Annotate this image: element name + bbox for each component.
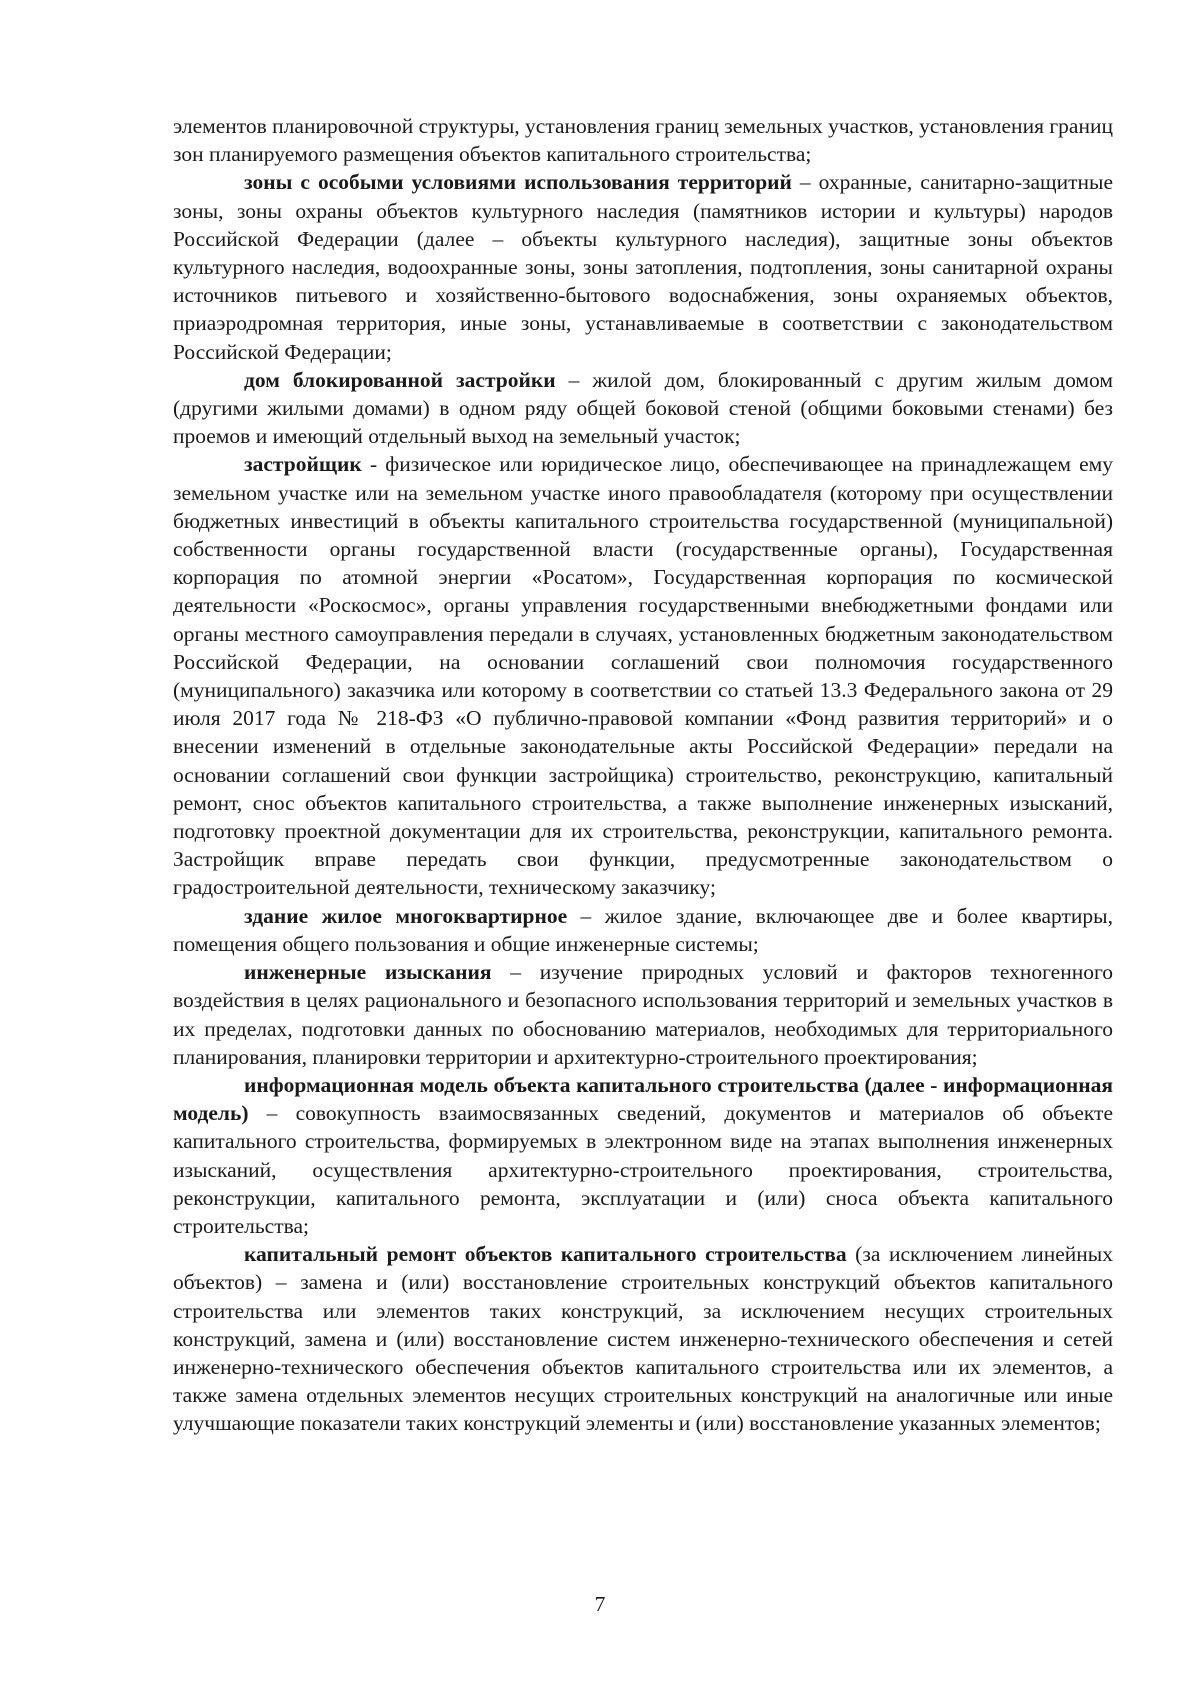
paragraph-text: элементов планировочной структуры, установления границ земельных участков, установления границ зон планируемого размещения объектов капитального строительства; (173, 114, 1113, 167)
definition-text: – жилой дом, блокированный с другим жилым домом (другими жилыми домами) в одном ряду общей боковой стеной (общими боковыми стенами) без проемов и имеющий отдельный выход на земельный участок; (173, 367, 1113, 449)
definition-text: – жилое здание, включающее две и более квартиры, помещения общего пользования и общие инженерные системы; (173, 903, 1113, 956)
definition-term: здание жилое многоквартирное (244, 903, 568, 928)
definition-term: информационная модель объекта капитального строительства (далее - информационная модель) (173, 1072, 1113, 1126)
definition-text: – изучение природных условий и факторов техногенного воздействия в целях рационального и безопасного использования территорий и земельных участков в их пределах, подготовки данных по обоснованию материалов, необходимых для территориального планирования, планировки территории и архитектурно-строительного проектирования; (173, 960, 1113, 1069)
paragraph-continuation (173, 112, 1113, 168)
document-body (173, 112, 1113, 1438)
definition-text: (за исключением линейных объектов) – замена и (или) восстановление строительных конструкций объектов капитального строительства или элементов таких конструкций, за исключением несущих строительных конструкций, замена и (или) восстановление систем инженерно-технического обеспечения и сетей инженерно-технического обеспечения объектов капитального строительства или их элементов, а также замена отдельных элементов несущих строительных конструкций на аналогичные или иные улучшающие показатели таких конструкций элементы и (или) восстановление указанных элементов; (173, 1242, 1114, 1436)
definition-capital-repair (173, 1240, 1113, 1437)
definition-engineering-surveys (173, 958, 1113, 1071)
definition-information-model (173, 1071, 1113, 1240)
definition-text: - физическое или юридическое лицо, обеспечивающее на принадлежащем ему земельном участке или на земельном участке иного правообладателя (которому при осуществлении бюджетных инвестиций в объекты капитального строительства государственной (муниципальной) собственности органы государственной власти (государственные органы), Государственная корпорация по атомной энергии «Росатом», Государственная корпорация по космической деятельности «Роскосмос», органы управления государственными внебюджетными фондами или органы местного самоуправления передали в случаях, установленных бюджетным законодательством Российской Федерации, на основании соглашений свои полномочия государственного (муниципального) заказчика или которому в соответствии со статьей 13.3 Федерального закона от 29 июля 2017 года № 218-ФЗ «О публично-правовой компании «Фонд развития территорий» и о внесении изменений в отдельные законодательные акты Российской Федерации» передали на основании соглашений свои функции застройщика) строительство, реконструкцию, капитальный ремонт, снос объектов капитального строительства, а также выполнение инженерных изысканий, подготовку проектной документации для их строительства, реконструкции, капитального ремонта. Застройщик вправе передать свои функции, предусмотренные законодательством о градостроительной деятельности, техническому заказчику; (173, 452, 1113, 900)
definition-apartment-building (173, 902, 1113, 958)
definition-zones-special-conditions (173, 168, 1113, 365)
definition-term: капитальный ремонт объектов капитального строительства (244, 1242, 847, 1267)
definition-term: зоны с особыми условиями использования территорий (244, 170, 792, 195)
definition-term: застройщик (244, 452, 362, 477)
definition-term: дом блокированной застройки (244, 367, 556, 392)
definition-term: инженерные изыскания (244, 960, 492, 985)
definition-blocked-house (173, 366, 1113, 451)
definition-text: – охранные, санитарно-защитные зоны, зоны охраны объектов культурного наследия (памятников истории и культуры) народов Российской Федерации (далее – объекты культурного наследия), защитные зоны объектов культурного наследия, водоохранные зоны, зоны затопления, подтопления, зоны санитарной охраны источников питьевого и хозяйственно-бытового водоснабжения, зоны охраняемых объектов, приаэродромная территория, иные зоны, устанавливаемые в соответствии с законодательством Российской Федерации; (173, 170, 1113, 364)
definition-developer (173, 450, 1113, 901)
definition-text: – совокупность взаимосвязанных сведений, документов и материалов об объекте капитального строительства, формируемых в электронном виде на этапах выполнения инженерных изысканий, осуществления архитектурно-строительного проектирования, строительства, реконструкции, капитального ремонта, эксплуатации и (или) сноса объекта капитального строительства; (173, 1101, 1113, 1238)
page-number: 7 (594, 1592, 606, 1616)
